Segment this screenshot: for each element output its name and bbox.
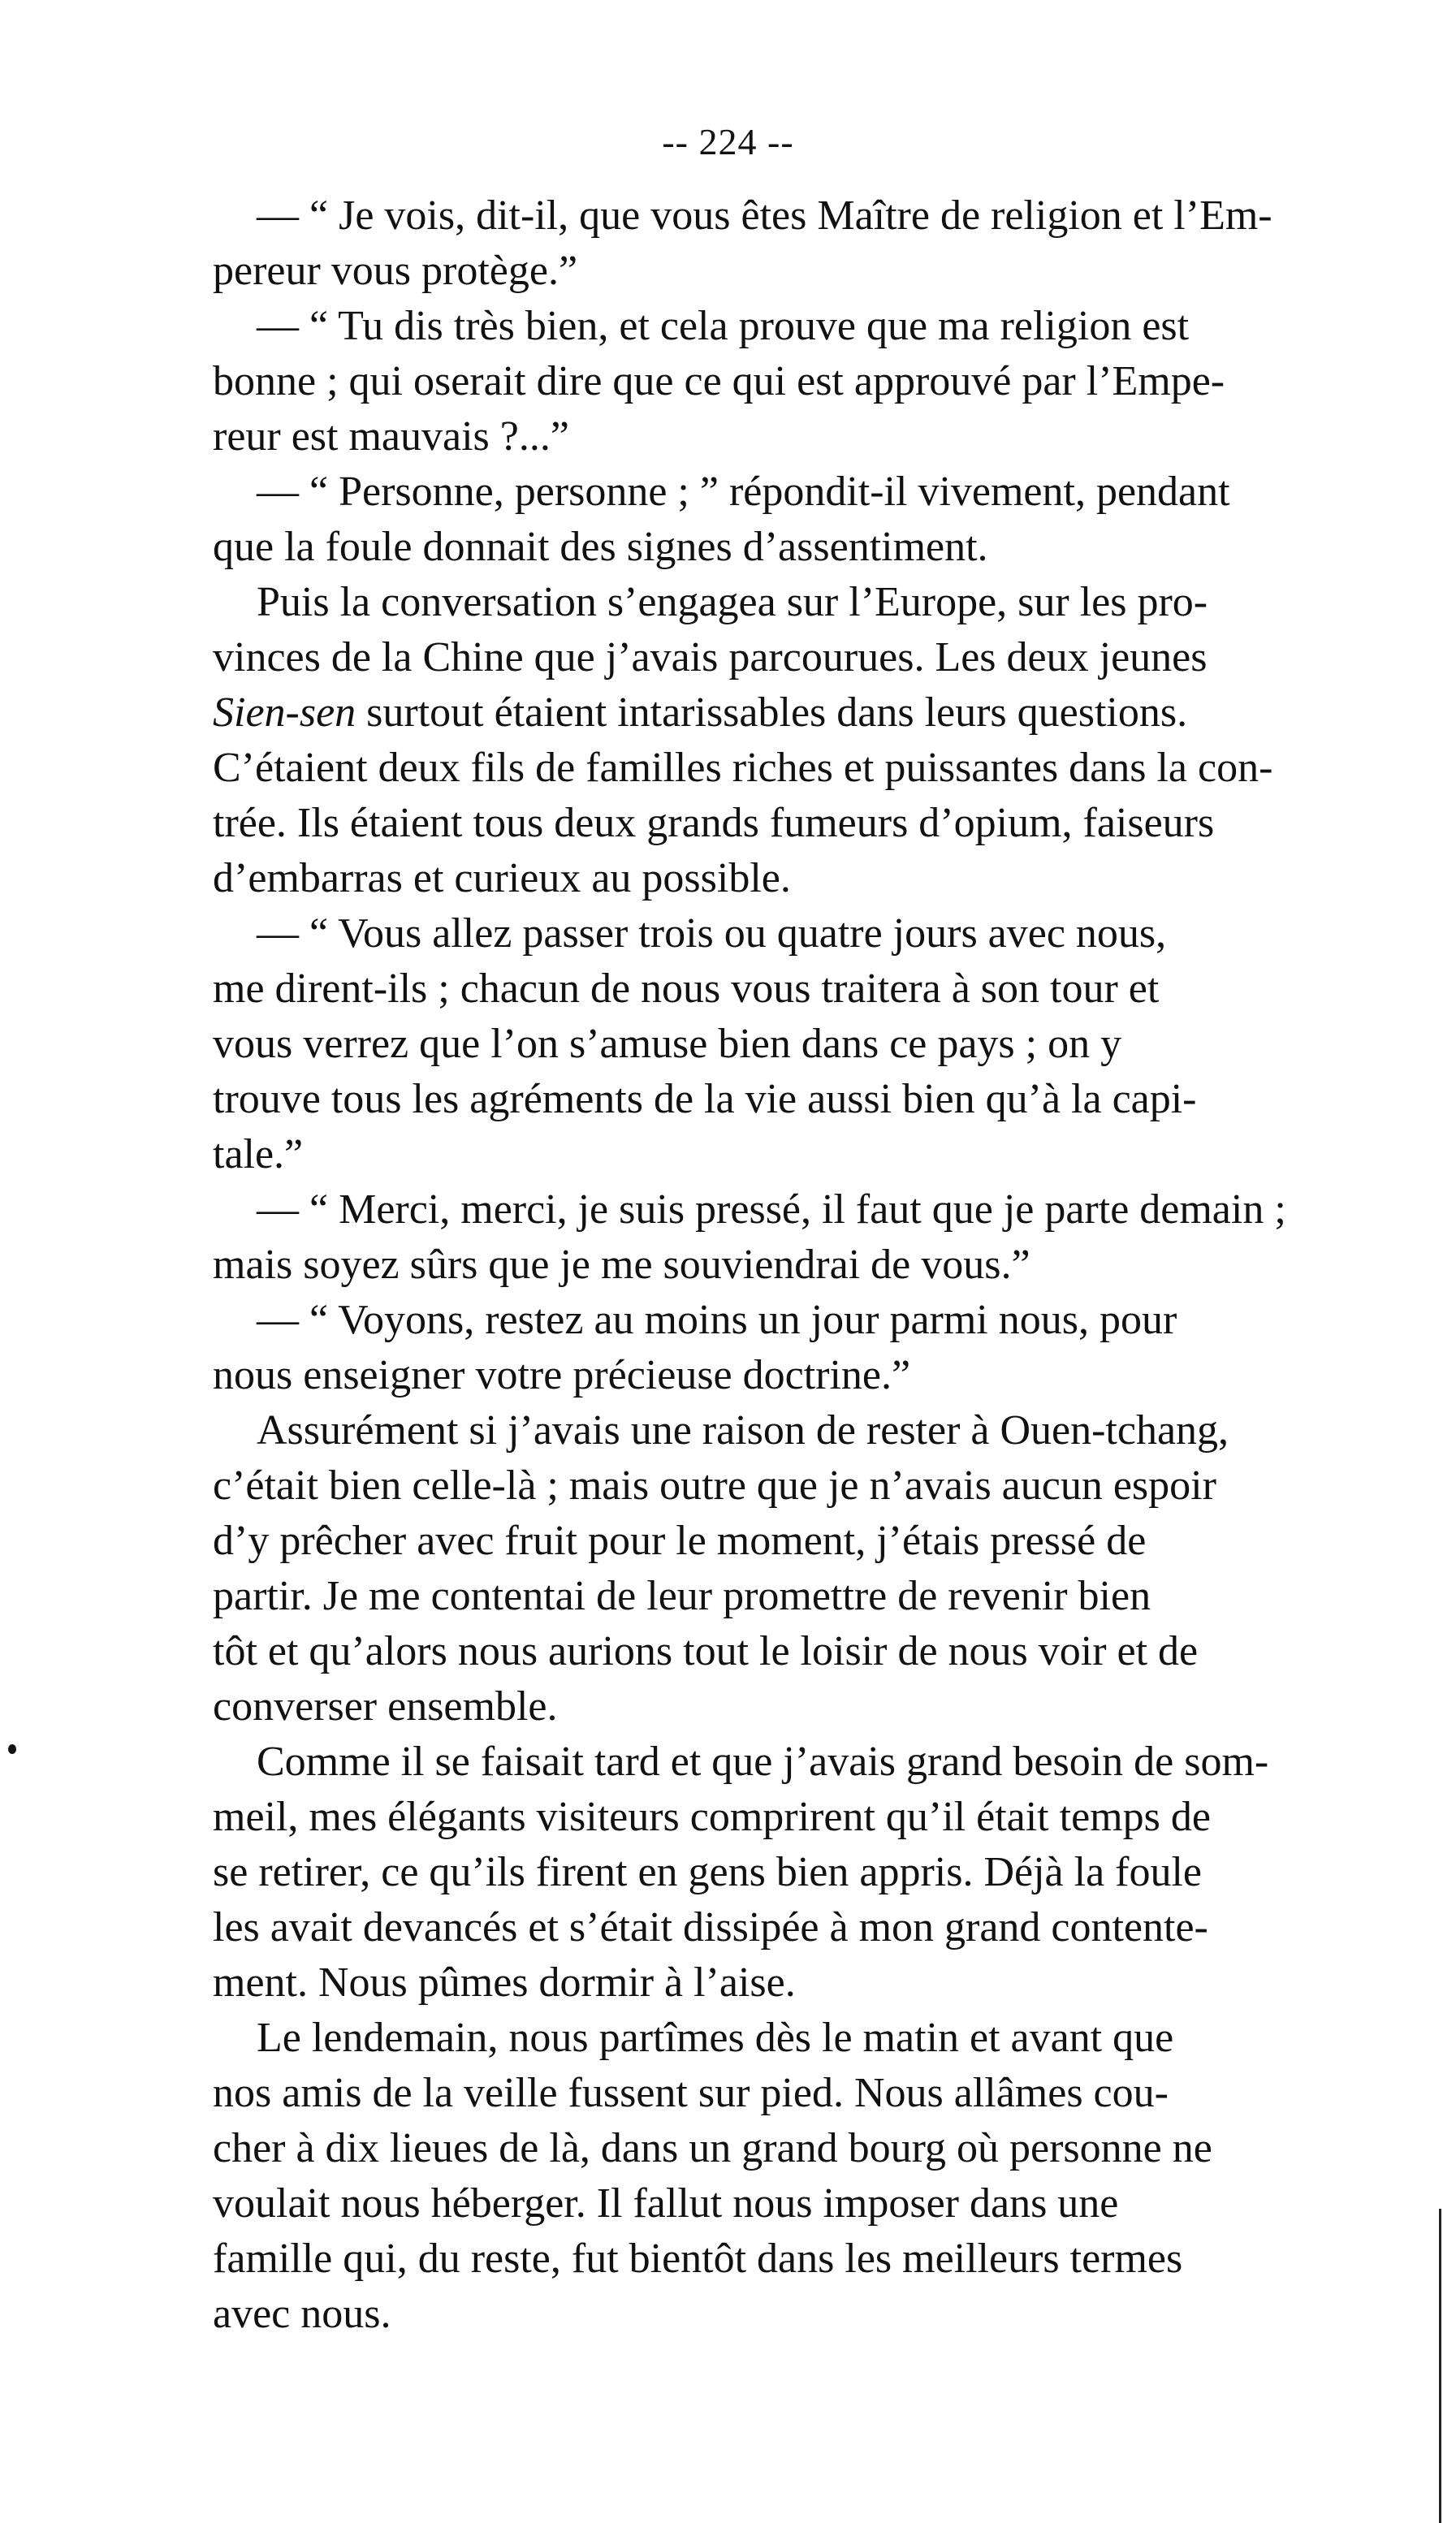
text-line: trée. Ils étaient tous deux grands fumeurs d’opium, faiseurs: [213, 800, 1215, 846]
text-line: [213, 685, 1435, 741]
margin-speck: [8, 1744, 16, 1754]
text-line: d’embarras et curieux au possible.: [213, 855, 791, 901]
text-line: d’y prêcher avec fruit pour le moment, j’étais pressé de: [213, 1518, 1147, 1564]
margin-rule: [1439, 2209, 1441, 2523]
text-line-rest: surtout étaient intarissables dans leurs questions.: [356, 689, 1188, 736]
text-line: tôt et qu’alors nous aurions tout le loisir de nous voir et de: [213, 1628, 1199, 1674]
text-line: — “ Voyons, restez au moins un jour parmi nous, pour: [257, 1297, 1177, 1343]
text-line: — “ Vous allez passer trois ou quatre jours avec nous,: [257, 910, 1167, 957]
text-line: nos amis de la veille fussent sur pied. Nous allâmes cou-: [213, 2070, 1169, 2116]
text-line: les avait devancés et s’était dissipée à mon grand contente-: [213, 1904, 1208, 1951]
text-line: vous verrez que l’on s’amuse bien dans ce pays ; on y: [213, 1021, 1122, 1067]
text-line: — “ Je vois, dit-il, que vous êtes Maître de religion et l’Em-: [257, 192, 1272, 239]
text-line: bonne ; qui oserait dire que ce qui est approuvé par l’Empe-: [213, 358, 1225, 404]
text-line: tale.”: [213, 1131, 304, 1177]
text-line: ment. Nous pûmes dormir à l’aise.: [213, 1959, 796, 2006]
text-line: voulait nous héberger. Il fallut nous imposer dans une: [213, 2180, 1119, 2227]
page-number: -- 224 --: [662, 121, 794, 162]
text-line: — “ Personne, personne ; ” répondit-il vivement, pendant: [257, 469, 1230, 515]
text-line: pereur vous protège.”: [213, 248, 578, 294]
text-line: me dirent-ils ; chacun de nous vous traitera à son tour et: [213, 966, 1160, 1012]
text-line: Le lendemain, nous partîmes dès le matin et avant que: [257, 2015, 1174, 2061]
text-line: famille qui, du reste, fut bientôt dans les meilleurs termes: [213, 2236, 1183, 2282]
italic-term: Sien-sen: [213, 689, 356, 736]
text-line: — “ Merci, merci, je suis pressé, il faut que je parte demain ;: [257, 1186, 1286, 1233]
text-line: converser ensemble.: [213, 1683, 558, 1730]
text-line: Comme il se faisait tard et que j’avais grand besoin de som-: [257, 1739, 1269, 1785]
text-line: que la foule donnait des signes d’assentiment.: [213, 524, 988, 570]
text-line: mais soyez sûrs que je me souviendrai de vous.”: [213, 1242, 1030, 1288]
text-line: nous enseigner votre précieuse doctrine.”: [213, 1352, 911, 1398]
text-line: avec nous.: [213, 2291, 391, 2337]
text-line: partir. Je me contentai de leur promettre de revenir bien: [213, 1573, 1151, 1619]
text-line: Assurément si j’avais une raison de rester à Ouen-tchang,: [257, 1407, 1229, 1454]
text-line: — “ Tu dis très bien, et cela prouve que ma religion est: [257, 303, 1190, 349]
text-line: trouve tous les agréments de la vie aussi bien qu’à la capi-: [213, 1076, 1197, 1122]
text-line: reur est mauvais ?...”: [213, 413, 569, 460]
text-line: cher à dix lieues de là, dans un grand bourg où personne ne: [213, 2125, 1212, 2171]
text-line: vinces de la Chine que j’avais parcourues. Les deux jeunes: [213, 634, 1208, 680]
text-line: C’étaient deux fils de familles riches et puissantes dans la con-: [213, 745, 1273, 791]
body-text: [213, 188, 1435, 2342]
text-line: c’était bien celle-là ; mais outre que je n’avais aucun espoir: [213, 1462, 1216, 1509]
text-line: se retirer, ce qu’ils firent en gens bien appris. Déjà la foule: [213, 1849, 1202, 1895]
text-line: meil, mes élégants visiteurs comprirent qu’il était temps de: [213, 1794, 1211, 1840]
text-line: Puis la conversation s’engagea sur l’Europe, sur les pro-: [257, 579, 1208, 625]
